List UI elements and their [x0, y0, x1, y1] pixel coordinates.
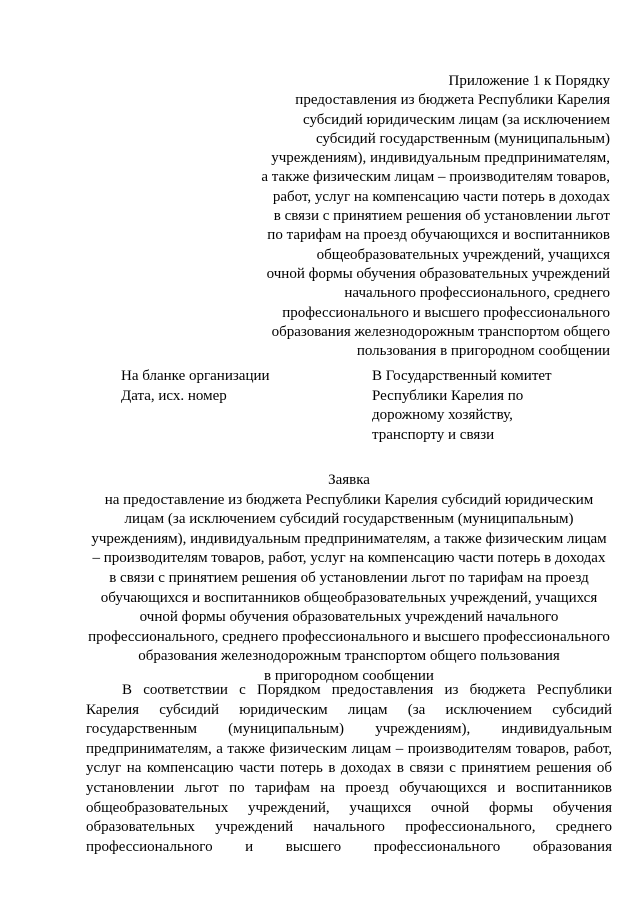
title-line: обучающихся и воспитанников общеобразовательных учреждений, учащихся — [100, 589, 598, 606]
recipient-line: Республики Карелия по — [372, 387, 524, 404]
appendix-line: учреждениям), индивидуальным предпринимателям, — [271, 150, 610, 167]
appendix-line: в связи с принятием решения об установлении льгот — [273, 208, 610, 225]
recipient-line: транспорту и связи — [372, 426, 495, 443]
body-line: образовательных учреждений начального профессионального, среднего — [86, 819, 612, 836]
title-line: в пригородном сообщении — [264, 667, 434, 684]
recipient-block — [372, 367, 552, 445]
appendix-reference — [210, 72, 610, 361]
body-line: общеобразовательных учреждений, учащихся очной формы обучения — [86, 799, 612, 816]
body-line: предпринимателям, а также физическим лицам – производителям товаров, работ, — [86, 740, 612, 757]
title-line: в связи с принятием решения об установлении льгот по тарифам на проезд — [109, 569, 589, 586]
recipient-line: В Государственный комитет — [372, 368, 552, 384]
sender-line: На бланке организации — [121, 368, 270, 384]
appendix-line: субсидий юридическим лицам (за исключением — [303, 111, 610, 128]
appendix-line: начального профессионального, среднего — [344, 285, 610, 302]
title-line: – производителям товаров, работ, услуг на компенсацию части потерь в доходах — [92, 550, 606, 567]
appendix-line: профессионального и высшего профессионального — [282, 304, 610, 321]
appendix-line: Приложение 1 к Порядку — [448, 73, 610, 89]
body-line: профессионального и высшего профессионального образования — [86, 838, 612, 855]
appendix-line: по тарифам на проезд обучающихся и воспитанников — [267, 227, 610, 244]
title-line: образования железнодорожным транспортом общего пользования — [138, 648, 560, 665]
title-line: лицам (за исключением субсидий государственным (муниципальным) — [124, 511, 574, 528]
appendix-line: общеобразовательных учреждений, учащихся — [316, 246, 610, 263]
body-line: установлении льгот по тарифам на проезд обучающихся и воспитанников — [86, 779, 612, 796]
title-line: на предоставление из бюджета Республики Карелия субсидий юридическим — [104, 491, 594, 508]
title-line: профессионального, среднего профессионального и высшего профессионального — [88, 628, 610, 645]
body-line: Карелия субсидий юридическим лицам (за исключением субсидий — [86, 701, 612, 718]
body-line: государственным (муниципальным) учреждениям), индивидуальным — [86, 721, 612, 738]
appendix-line: предоставления из бюджета Республики Карелия — [295, 92, 610, 109]
appendix-line: субсидий государственным (муниципальным) — [315, 130, 610, 147]
recipient-line: дорожному хозяйству, — [372, 407, 513, 423]
body-line: В соответствии с Порядком предоставления из бюджета Республики — [122, 682, 612, 698]
title-line: учреждениям), индивидуальным предпринимателям, а также физическим лицам — [91, 530, 607, 547]
appendix-line: пользования в пригородном сообщении — [356, 343, 610, 360]
sender-block — [121, 367, 270, 406]
body-paragraph — [86, 681, 612, 857]
title-line: очной формы обучения образовательных учреждений начального — [139, 609, 559, 626]
title-heading: Заявка — [328, 472, 370, 488]
appendix-line: а также физическим лицам – производителям товаров, — [261, 169, 610, 186]
body-line: услуг на компенсацию части потерь в доходах в связи с принятием решения об — [86, 760, 612, 777]
sender-line: Дата, исх. номер — [121, 387, 227, 404]
appendix-line: образования железнодорожным транспортом общего — [271, 323, 610, 340]
appendix-line: очной формы обучения образовательных учреждений — [266, 265, 610, 282]
appendix-line: работ, услуг на компенсацию части потерь в доходах — [272, 188, 610, 205]
application-title — [88, 471, 610, 687]
